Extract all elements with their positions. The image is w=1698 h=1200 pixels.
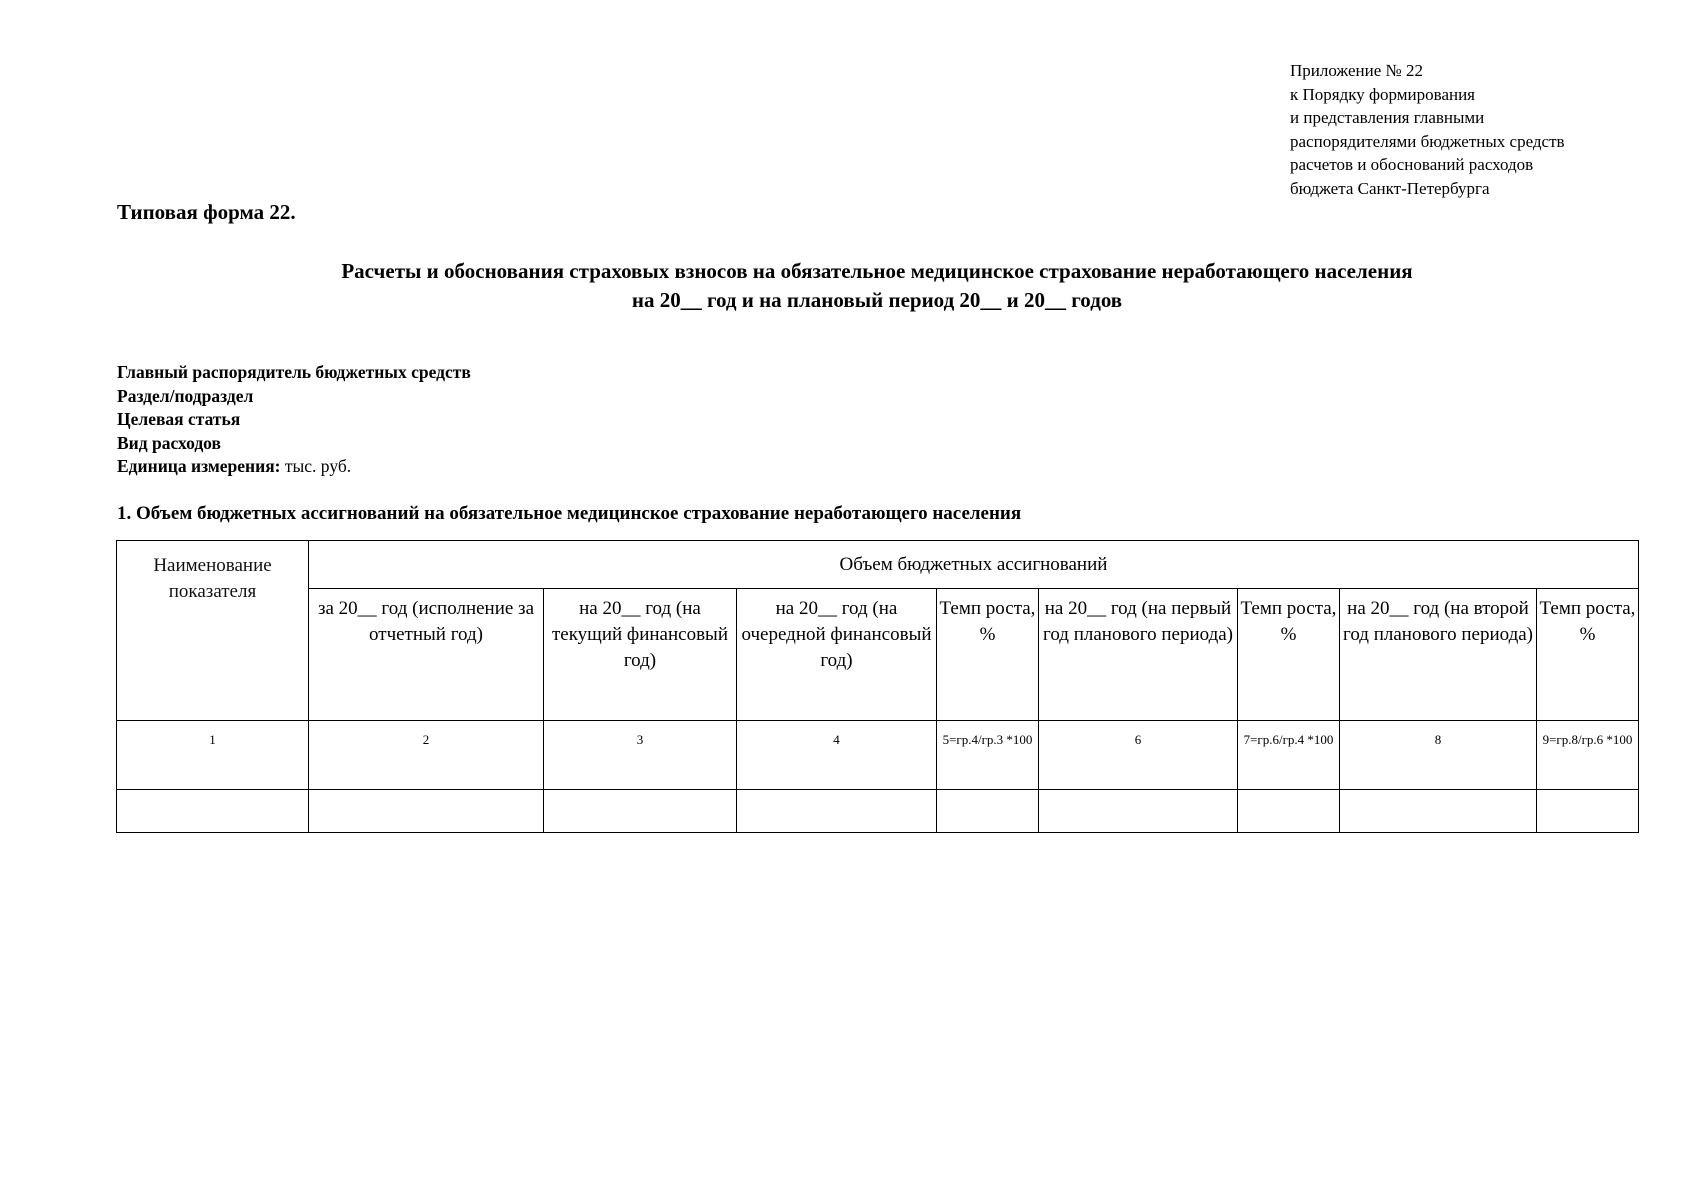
indicator-name-header: Наименование показателя bbox=[117, 541, 309, 721]
appendix-line: Приложение № 22 bbox=[1290, 61, 1423, 80]
table-cell bbox=[117, 790, 309, 833]
appendix-line: и представления главными bbox=[1290, 108, 1485, 127]
column-number-cell: 6 bbox=[1039, 721, 1238, 790]
target-article-label: Целевая статья bbox=[117, 409, 241, 429]
section-label: Раздел/подраздел bbox=[117, 385, 254, 406]
column-number-cell: 7=гр.6/гр.4 *100 bbox=[1238, 721, 1340, 790]
unit-label: Единица измерения: bbox=[117, 456, 281, 476]
budget-allocation-group-header: Объем бюджетных ассигнований bbox=[309, 541, 1639, 589]
column-number-cell: 5=гр.4/гр.3 *100 bbox=[937, 721, 1039, 790]
unit-value: тыс. руб. bbox=[280, 456, 352, 476]
chief-manager-label: Главный распорядитель бюджетных средств bbox=[117, 362, 471, 382]
budget-allocation-table bbox=[116, 540, 1639, 833]
column-header-growth-rate: Темп роста, % bbox=[1537, 589, 1639, 721]
table-cell bbox=[309, 790, 544, 833]
table-cell bbox=[937, 790, 1039, 833]
table-cell bbox=[1340, 790, 1537, 833]
column-header-reporting-year: за 20__ год (исполнение за отчетный год) bbox=[309, 589, 544, 721]
section-1-title: 1. Объем бюджетных ассигнований на обязательное медицинское страхование неработающего населения bbox=[117, 503, 1022, 524]
appendix-line: бюджета Санкт-Петербурга bbox=[1290, 178, 1490, 198]
unit-line bbox=[117, 455, 471, 479]
column-header-growth-rate: Темп роста, % bbox=[937, 589, 1039, 721]
column-number-cell: 1 bbox=[117, 721, 309, 790]
table-cell bbox=[737, 790, 937, 833]
column-number-cell: 9=гр.8/гр.6 *100 bbox=[1537, 721, 1639, 790]
column-number-cell: 8 bbox=[1340, 721, 1537, 790]
document-title-line-2: на 20__ год и на плановый период 20__ и 20__ годов bbox=[631, 288, 1123, 312]
appendix-line: расчетов и обоснований расходов bbox=[1290, 155, 1534, 174]
column-header-current-year: на 20__ год (на текущий финансовый год) bbox=[544, 589, 737, 721]
table-cell bbox=[1537, 790, 1639, 833]
table-cell bbox=[544, 790, 737, 833]
appendix-line: распорядителями бюджетных средств bbox=[1290, 131, 1565, 151]
column-number-cell: 4 bbox=[737, 721, 937, 790]
form-title: Типовая форма 22. bbox=[117, 200, 296, 224]
document-title-line-1: Расчеты и обоснования страховых взносов на обязательное медицинское страхование неработающего населения bbox=[341, 259, 1413, 283]
column-header-second-plan-year: на 20__ год (на второй год планового периода) bbox=[1340, 589, 1537, 721]
expense-type-label: Вид расходов bbox=[117, 432, 221, 453]
column-number-cell: 2 bbox=[309, 721, 544, 790]
column-header-first-plan-year: на 20__ год (на первый год планового периода) bbox=[1039, 589, 1238, 721]
column-header-growth-rate: Темп роста, % bbox=[1238, 589, 1340, 721]
appendix-line: к Порядку формирования bbox=[1290, 84, 1475, 104]
form-meta-block bbox=[117, 361, 471, 479]
column-number-cell: 3 bbox=[544, 721, 737, 790]
table-row bbox=[117, 790, 1639, 833]
document-title bbox=[117, 257, 1637, 315]
table-cell bbox=[1238, 790, 1340, 833]
appendix-note bbox=[1290, 59, 1565, 200]
table-cell bbox=[1039, 790, 1238, 833]
column-number-row bbox=[117, 721, 1639, 790]
column-header-next-year: на 20__ год (на очередной финансовый год) bbox=[737, 589, 937, 721]
